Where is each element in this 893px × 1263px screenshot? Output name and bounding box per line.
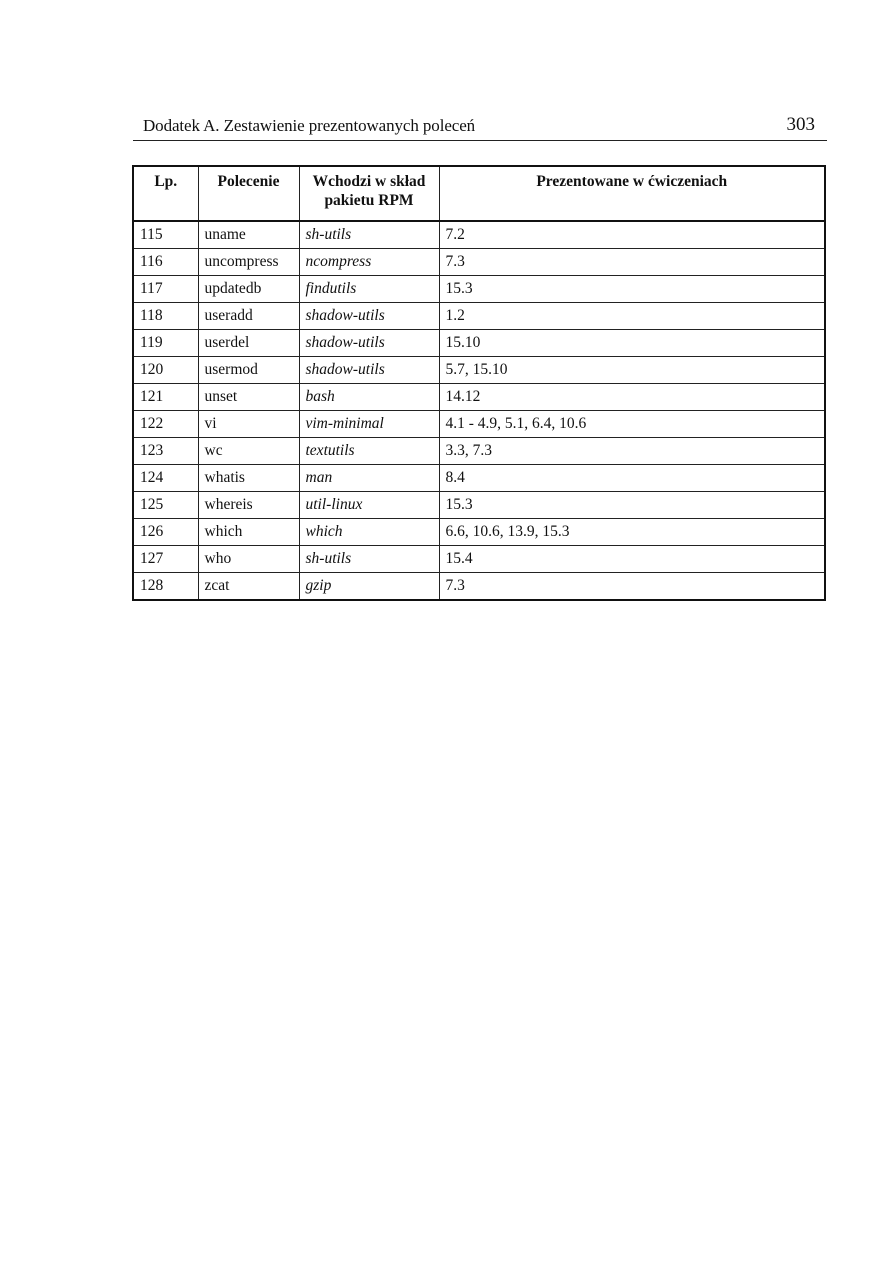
cell-exercises: 7.2 — [439, 221, 825, 249]
cell-lp: 122 — [133, 411, 198, 438]
cell-package: shadow-utils — [299, 357, 439, 384]
cell-command: userdel — [198, 330, 299, 357]
cell-command: useradd — [198, 303, 299, 330]
cell-lp: 117 — [133, 276, 198, 303]
cell-package: bash — [299, 384, 439, 411]
cell-exercises: 3.3, 7.3 — [439, 438, 825, 465]
table-row — [133, 546, 825, 573]
cell-command: usermod — [198, 357, 299, 384]
cell-command: which — [198, 519, 299, 546]
cell-lp: 123 — [133, 438, 198, 465]
table-row — [133, 411, 825, 438]
cell-package: man — [299, 465, 439, 492]
cell-command: vi — [198, 411, 299, 438]
cell-lp: 121 — [133, 384, 198, 411]
cell-package: which — [299, 519, 439, 546]
cell-package: sh-utils — [299, 221, 439, 249]
cell-exercises: 5.7, 15.10 — [439, 357, 825, 384]
table-row — [133, 330, 825, 357]
column-header-package: Wchodzi w skład pakietu RPM — [299, 166, 439, 221]
cell-package: textutils — [299, 438, 439, 465]
table-row — [133, 276, 825, 303]
cell-lp: 124 — [133, 465, 198, 492]
cell-exercises: 15.10 — [439, 330, 825, 357]
cell-exercises: 7.3 — [439, 573, 825, 601]
cell-exercises: 15.4 — [439, 546, 825, 573]
cell-command: who — [198, 546, 299, 573]
cell-lp: 125 — [133, 492, 198, 519]
cell-package: sh-utils — [299, 546, 439, 573]
cell-lp: 128 — [133, 573, 198, 601]
table-header — [133, 166, 825, 221]
cell-exercises: 8.4 — [439, 465, 825, 492]
cell-package: findutils — [299, 276, 439, 303]
cell-package: gzip — [299, 573, 439, 601]
cell-lp: 118 — [133, 303, 198, 330]
cell-package: vim-minimal — [299, 411, 439, 438]
cell-exercises: 4.1 - 4.9, 5.1, 6.4, 10.6 — [439, 411, 825, 438]
cell-lp: 116 — [133, 249, 198, 276]
cell-lp: 127 — [133, 546, 198, 573]
running-header — [133, 112, 827, 141]
cell-command: uncompress — [198, 249, 299, 276]
table-row — [133, 492, 825, 519]
table-header-row — [133, 166, 825, 221]
column-header-lp: Lp. — [133, 166, 198, 221]
cell-lp: 115 — [133, 221, 198, 249]
column-header-command: Polecenie — [198, 166, 299, 221]
cell-exercises: 15.3 — [439, 492, 825, 519]
cell-exercises: 15.3 — [439, 276, 825, 303]
cell-package: util-linux — [299, 492, 439, 519]
commands-table — [132, 165, 826, 601]
cell-command: zcat — [198, 573, 299, 601]
cell-command: whereis — [198, 492, 299, 519]
table-row — [133, 221, 825, 249]
table-row — [133, 303, 825, 330]
cell-lp: 120 — [133, 357, 198, 384]
cell-exercises: 6.6, 10.6, 13.9, 15.3 — [439, 519, 825, 546]
cell-lp: 119 — [133, 330, 198, 357]
cell-exercises: 7.3 — [439, 249, 825, 276]
running-title: Dodatek A. Zestawienie prezentowanych poleceń — [143, 116, 476, 135]
table-row — [133, 249, 825, 276]
table-row — [133, 438, 825, 465]
cell-command: whatis — [198, 465, 299, 492]
page-number: 303 — [786, 114, 815, 135]
cell-command: wc — [198, 438, 299, 465]
cell-exercises: 1.2 — [439, 303, 825, 330]
cell-lp: 126 — [133, 519, 198, 546]
table-body — [133, 221, 825, 600]
cell-command: updatedb — [198, 276, 299, 303]
column-header-exercises: Prezentowane w ćwiczeniach — [439, 166, 825, 221]
cell-package: ncompress — [299, 249, 439, 276]
cell-package: shadow-utils — [299, 303, 439, 330]
table-row — [133, 519, 825, 546]
cell-command: uname — [198, 221, 299, 249]
table-row — [133, 573, 825, 601]
table-row — [133, 357, 825, 384]
cell-package: shadow-utils — [299, 330, 439, 357]
cell-exercises: 14.12 — [439, 384, 825, 411]
table-row — [133, 384, 825, 411]
table-row — [133, 465, 825, 492]
cell-command: unset — [198, 384, 299, 411]
